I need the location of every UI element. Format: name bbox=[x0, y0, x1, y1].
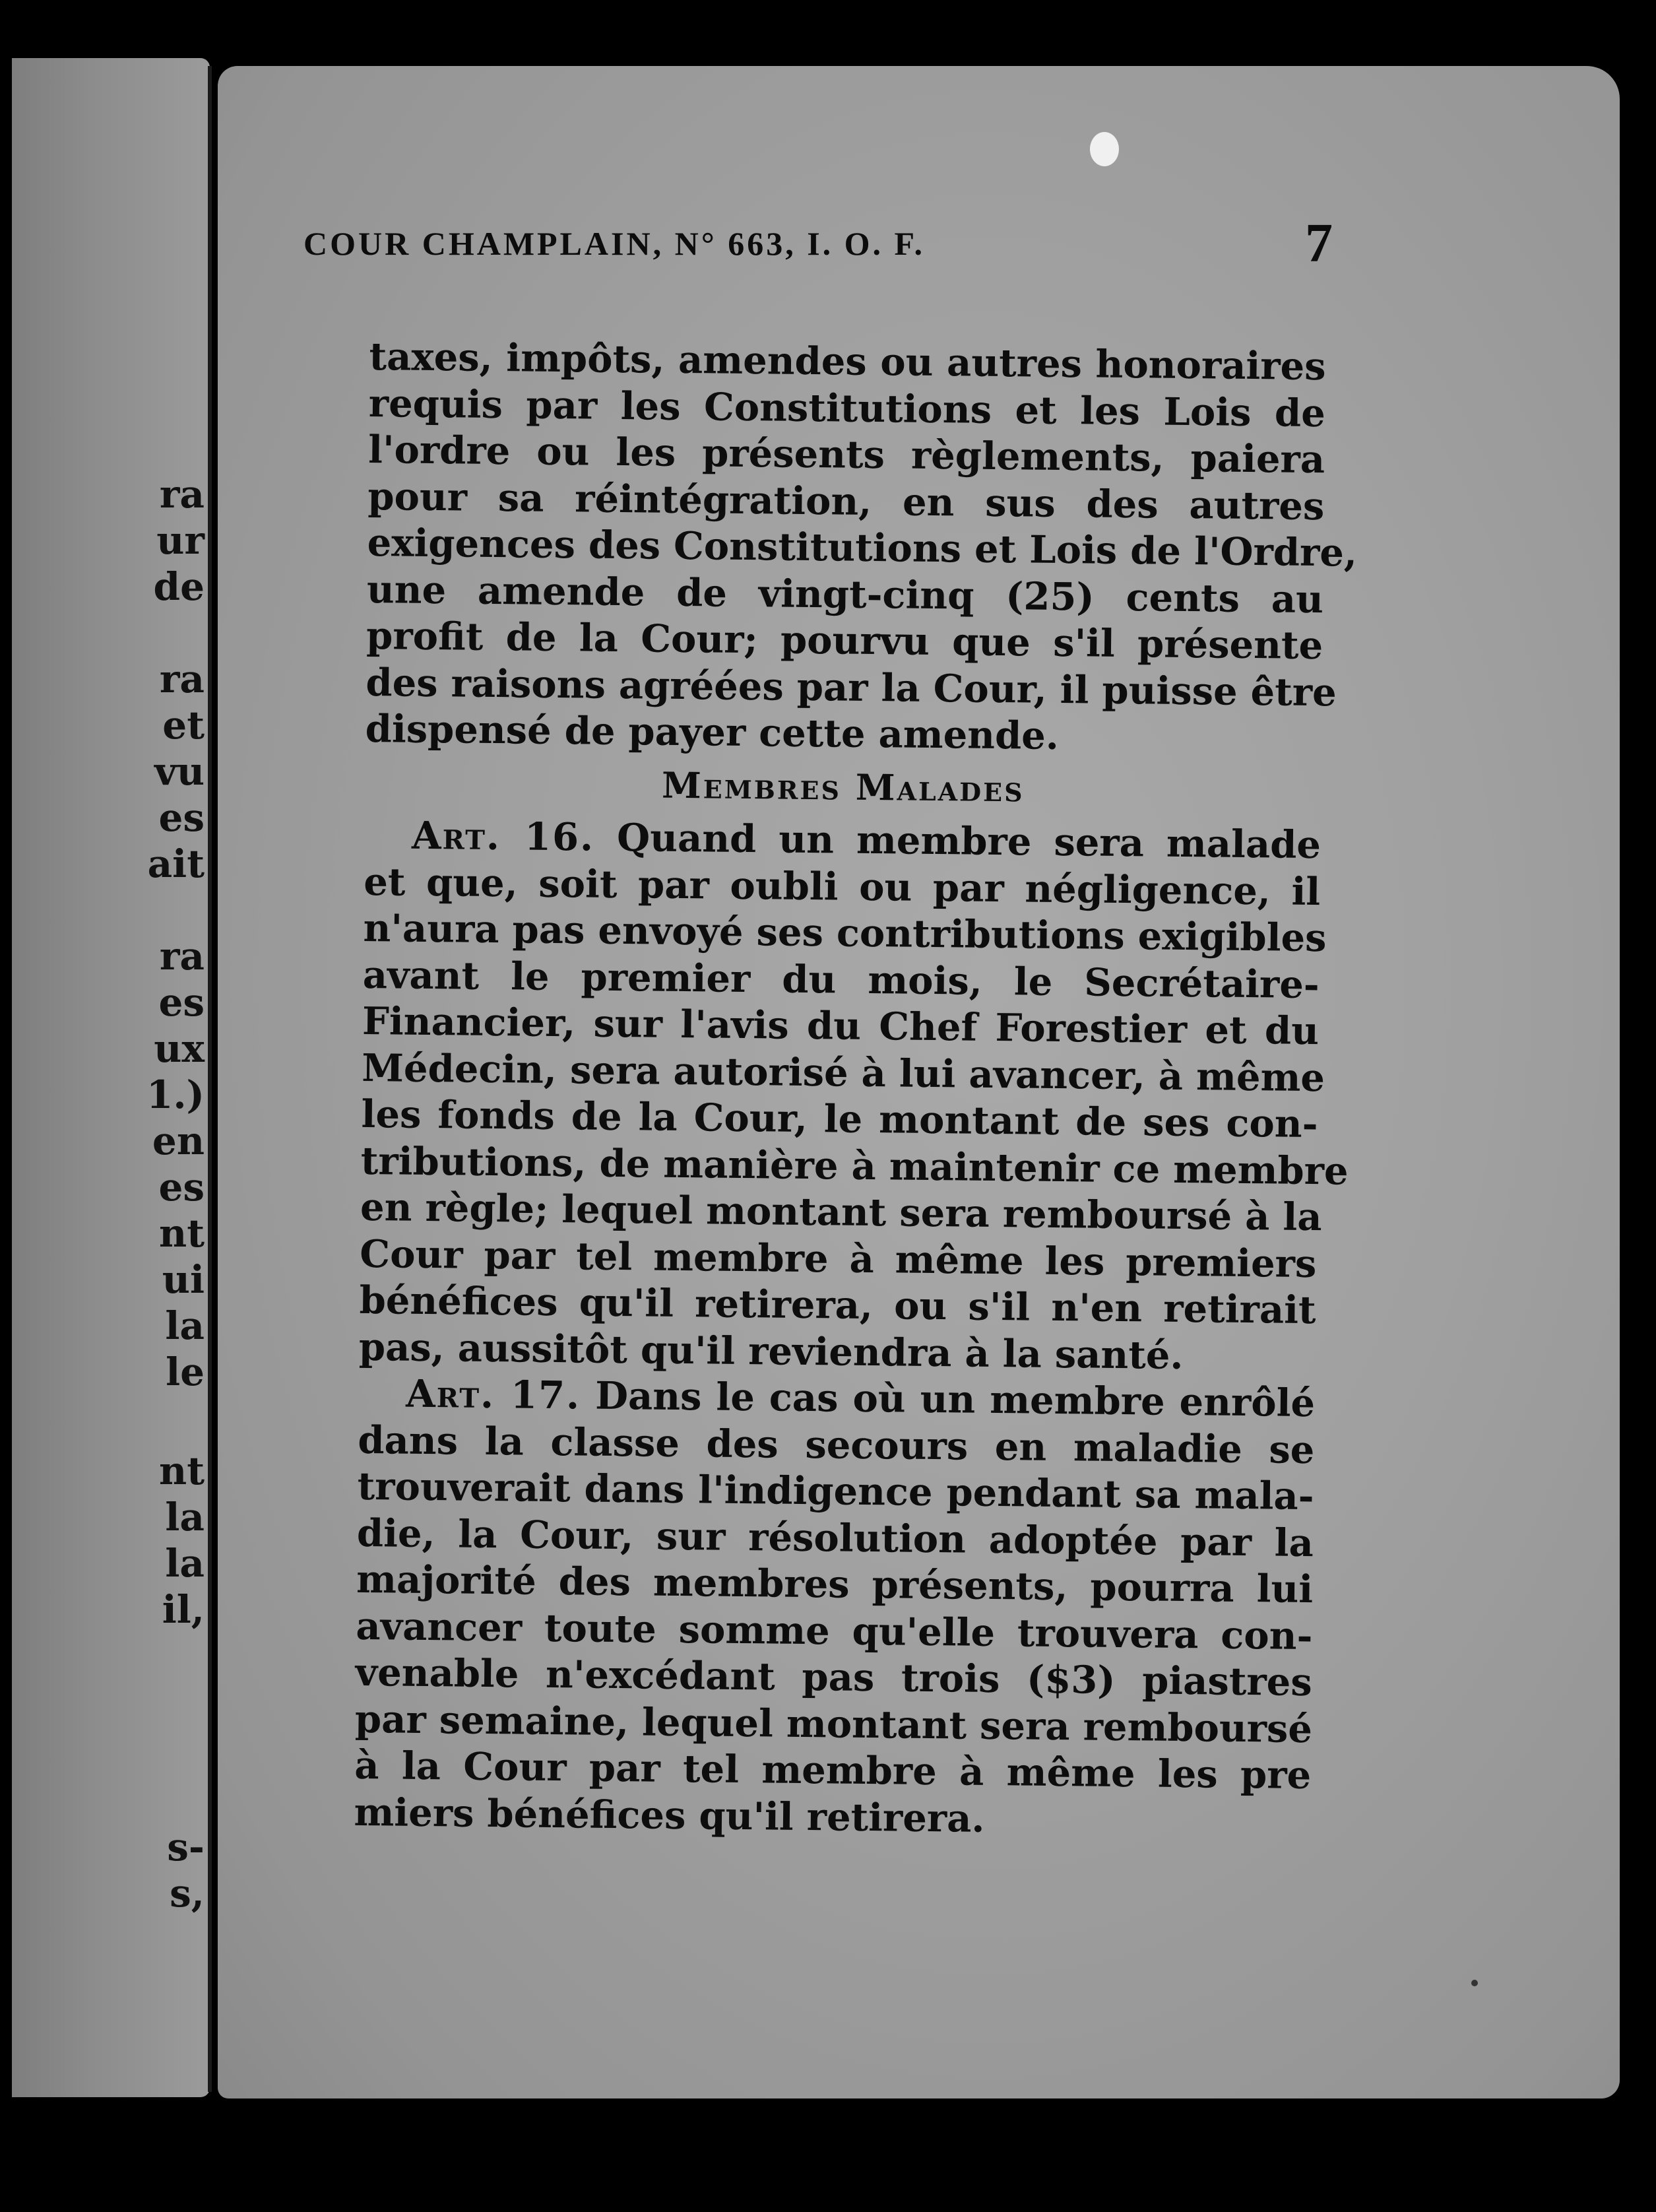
text-line: n'aura pas envoyé ses contributions exigibles bbox=[363, 905, 1327, 961]
left-page-text-fragments bbox=[73, 58, 205, 2097]
text-line: et que, soit par oubli ou par négligence, il bbox=[363, 859, 1321, 914]
text-line: profit de la Cour; pourvu que s'il présente bbox=[366, 612, 1323, 668]
page-gutter bbox=[208, 66, 212, 2092]
text-line: une amende de vingt-cinq (25) cents au bbox=[366, 566, 1324, 622]
paper-speck bbox=[1471, 1980, 1478, 1986]
text-line: dispensé de payer cette amende. bbox=[365, 705, 1060, 758]
left-fragment: s, bbox=[170, 1871, 205, 1916]
text-line: Financier, sur l'avis du Chef Forestier et du bbox=[362, 998, 1320, 1054]
text-line: pour sa réintégration, en sus des autres bbox=[367, 473, 1325, 529]
text-line: die, la Cour, sur résolution adoptée par la bbox=[356, 1510, 1314, 1565]
left-fragment: nt bbox=[159, 1211, 205, 1256]
text-line: par semaine, lequel montant sera remboursé bbox=[354, 1696, 1313, 1751]
page-number: 7 bbox=[1305, 212, 1333, 274]
left-fragment: ait bbox=[147, 841, 205, 886]
text-line: pas, aussitôt qu'il reviendra à la santé. bbox=[358, 1324, 1184, 1378]
left-fragment: de bbox=[153, 564, 205, 609]
text-line: bénéfices qu'il retirera, ou s'il n'en retirait bbox=[359, 1277, 1316, 1333]
article-text: Dans le cas où un membre enrôlé bbox=[594, 1373, 1316, 1426]
text-line: à la Cour par tel membre à même les pre bbox=[354, 1742, 1312, 1798]
left-fragment: ux bbox=[154, 1026, 205, 1071]
left-fragment: nt bbox=[159, 1448, 205, 1493]
left-fragment: il, bbox=[162, 1587, 205, 1632]
left-fragment: et bbox=[162, 703, 205, 748]
text-line: venable n'excédant pas trois ($3) piastres bbox=[355, 1649, 1313, 1705]
text-line: avant le premier du mois, le Secrétaire- bbox=[362, 952, 1320, 1007]
left-fragment: es bbox=[158, 1165, 205, 1210]
article-text: Quand un membre sera malade bbox=[616, 814, 1322, 868]
left-fragment: ui bbox=[162, 1257, 205, 1302]
text-line: trouverait dans l'indigence pendant sa mala- bbox=[357, 1463, 1314, 1519]
text-line: majorité des membres présents, pourra lui bbox=[356, 1556, 1314, 1612]
text-line: dans la classe des secours en maladie se bbox=[358, 1417, 1315, 1472]
left-facing-page bbox=[12, 58, 210, 2097]
text-line: tributions, de manière à maintenir ce membre bbox=[360, 1138, 1349, 1194]
left-fragment: ur bbox=[156, 518, 205, 563]
left-fragment: la bbox=[165, 1303, 205, 1348]
text-line: miers bénéfices qu'il retirera. bbox=[354, 1789, 985, 1841]
article-label: Art. 17. bbox=[405, 1371, 581, 1418]
left-fragment: ra bbox=[159, 657, 205, 701]
left-fragment: en bbox=[152, 1119, 205, 1163]
left-fragment: s- bbox=[167, 1825, 205, 1870]
text-line: Médecin, sera autorisé à lui avancer, à même bbox=[361, 1045, 1325, 1100]
text-line: exigences des Constitutions et Lois de l'Ordre, bbox=[367, 519, 1358, 575]
left-fragment: le bbox=[166, 1350, 205, 1394]
left-fragment: la bbox=[165, 1495, 205, 1540]
left-fragment: ra bbox=[159, 472, 205, 517]
text-line: l'ordre ou les présents règlements, paiera bbox=[367, 426, 1325, 482]
text-line: en règle; lequel montant sera remboursé à la bbox=[360, 1184, 1322, 1240]
left-fragment: vu bbox=[154, 749, 205, 794]
left-fragment: es bbox=[158, 980, 205, 1025]
body-text bbox=[354, 333, 1358, 1845]
text-line: taxes, impôts, amendes ou autres honoraires bbox=[369, 333, 1326, 389]
article-label: Art. 16. bbox=[411, 812, 595, 860]
text-line: Cour par tel membre à même les premiers bbox=[360, 1231, 1317, 1286]
left-fragment: 1.) bbox=[146, 1072, 205, 1117]
left-fragment: ra bbox=[159, 934, 205, 979]
text-line: les fonds de la Cour, le montant de ses con- bbox=[361, 1091, 1318, 1147]
text-line: requis par les Constitutions et les Lois de bbox=[368, 380, 1326, 436]
paper-speck bbox=[1090, 132, 1119, 166]
running-header bbox=[303, 211, 1333, 274]
running-header-title: COUR CHAMPLAIN, N° 663, I. O. F. bbox=[303, 225, 925, 262]
left-fragment: es bbox=[158, 795, 205, 840]
left-fragment: la bbox=[165, 1541, 205, 1586]
section-heading: Membres Malades bbox=[661, 764, 1025, 810]
text-line: des raisons agréées par la Cour, il puisse être bbox=[366, 659, 1337, 715]
text-line: avancer toute somme qu'elle trouvera con- bbox=[356, 1603, 1313, 1658]
